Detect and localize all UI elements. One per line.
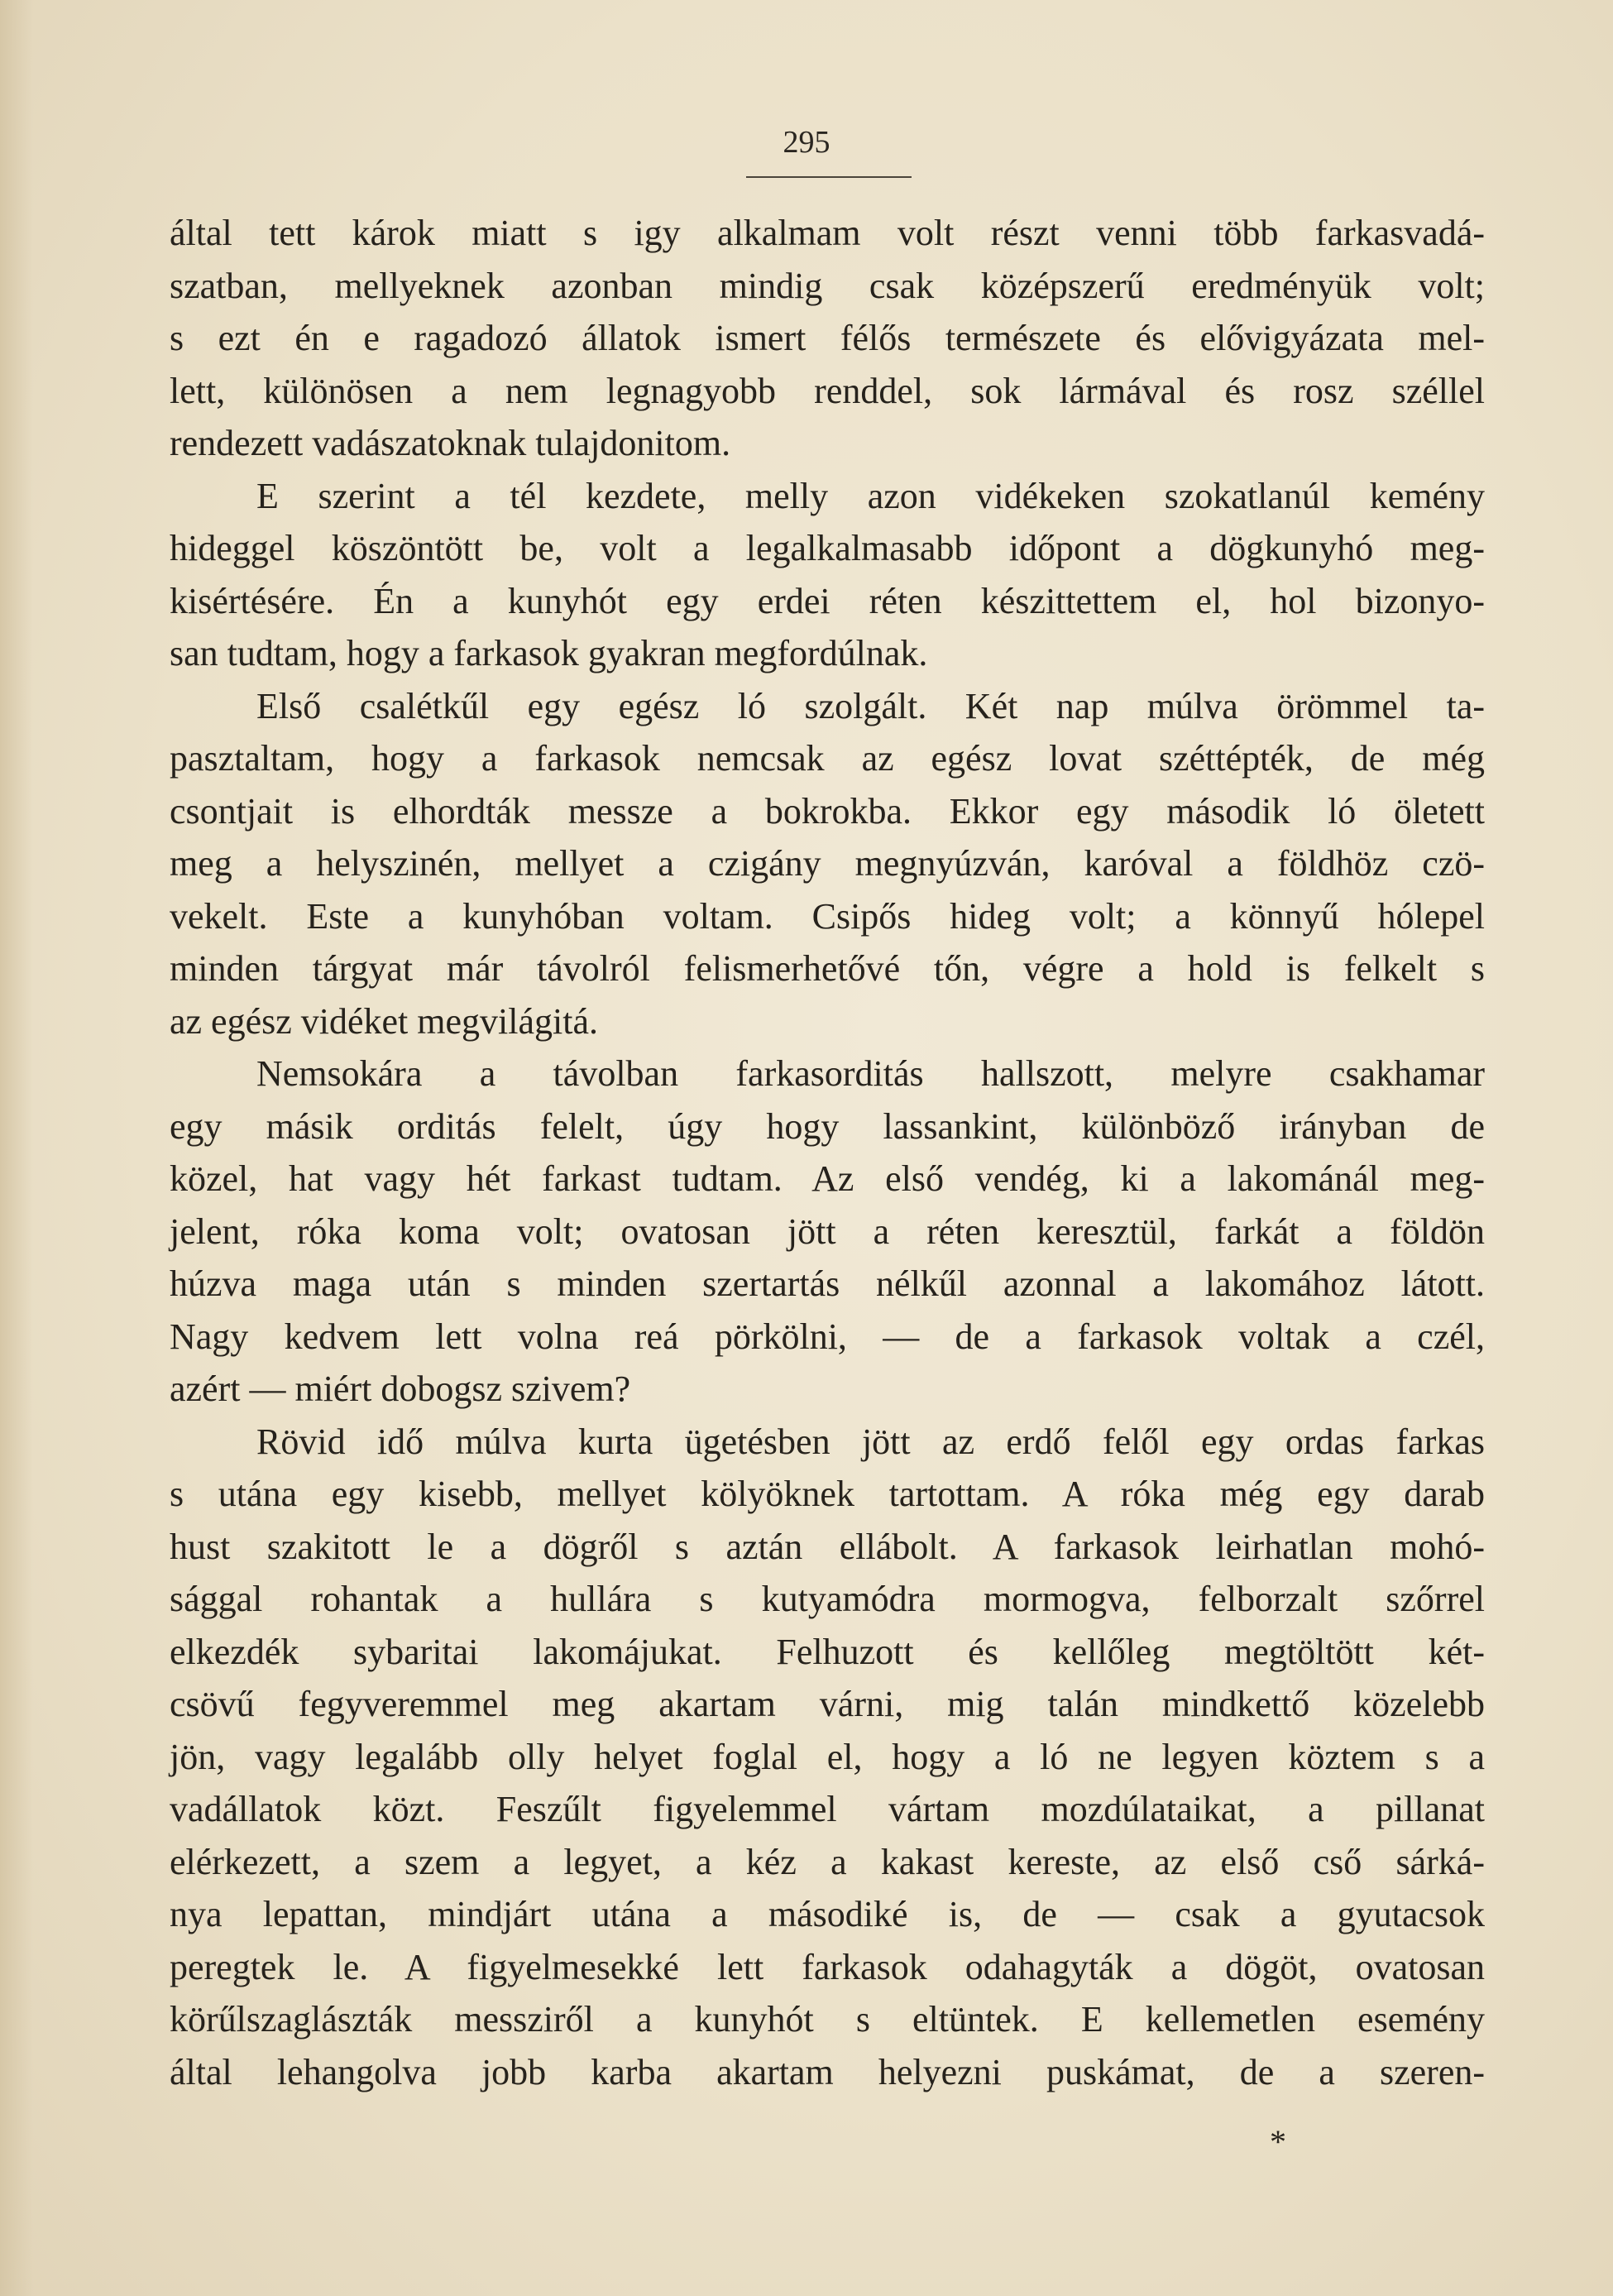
text-line: azért — miért dobogsz szivem?	[170, 1368, 631, 1409]
text-line: körűlszaglászták messziről a kunyhót s eltüntek. E kellemetlen esemény	[170, 1999, 1485, 2040]
text-line: elérkezett, a szem a legyet, a kéz a kakast kereste, az első cső sárká-	[170, 1841, 1485, 1882]
text-line: rendezett vadászatoknak tulajdonitom.	[170, 423, 731, 463]
page-number: 295	[783, 125, 830, 160]
body-text	[170, 207, 1485, 2098]
text-line: jelent, róka koma volt; ovatosan jött a réten keresztül, farkát a földön	[170, 1210, 1485, 1252]
text-line: meg a helyszinén, mellyet a czigány megnyúzván, karóval a földhöz czö-	[170, 843, 1485, 884]
text-line: pasztaltam, hogy a farkasok nemcsak az egész lovat széttépték, de még	[170, 738, 1485, 779]
text-line: san tudtam, hogy a farkasok gyakran megfordúlnak.	[170, 633, 928, 673]
text-line: vekelt. Este a kunyhóban voltam. Csipős hideg volt; a könnyű hólepel	[170, 895, 1485, 937]
signature-mark: *	[1270, 2123, 1286, 2160]
header-rule	[746, 176, 912, 178]
text-line: Nemsokára a távolban farkasorditás hallszott, melyre csakhamar	[256, 1053, 1485, 1094]
text-line: E szerint a tél kezdete, melly azon vidékeken szokatlanúl kemény	[256, 475, 1485, 516]
text-line: minden tárgyat már távolról felismerhetővé tőn, végre a hold is felkelt s	[170, 948, 1485, 989]
text-line: peregtek le. A figyelmesekké lett farkasok odahagyták a dögöt, ovatosan	[170, 1946, 1485, 1987]
text-line: s ezt én e ragadozó állatok ismert félős természete és elővigyázata mel-	[170, 318, 1485, 358]
text-line: közel, hat vagy hét farkast tudtam. Az első vendég, ki a lakománál meg-	[170, 1158, 1485, 1199]
text-line: csövű fegyveremmel meg akartam várni, mig talán mindkettő közelebb	[170, 1684, 1485, 1724]
text-line: Nagy kedvem lett volna reá pörkölni, — de a farkasok voltak a czél,	[170, 1316, 1485, 1357]
text-line: által tett károk miatt s igy alkalmam volt részt venni több farkasvadá-	[170, 213, 1485, 253]
spine-shadow	[0, 0, 33, 2296]
text-line: szatban, mellyeknek azonban mindig csak középszerű eredményük volt;	[170, 265, 1485, 306]
text-line: húzva maga után s minden szertartás nélkűl azonnal a lakomához látott.	[170, 1263, 1485, 1304]
text-line: vadállatok közt. Feszűlt figyelemmel vártam mozdúlataikat, a pillanat	[170, 1789, 1485, 1829]
text-line: elkezdék sybaritai lakomájukat. Felhuzott és kellőleg megtöltött két-	[170, 1631, 1485, 1672]
text-line: sággal rohantak a hullára s kutyamódra mormogva, felborzalt szőrrel	[170, 1579, 1485, 1619]
text-line: hust szakitott le a dögről s aztán ellábolt. A farkasok leirhatlan mohó-	[170, 1526, 1485, 1567]
text-line: lett, különösen a nem legnagyobb renddel, sok lármával és rosz széllel	[170, 370, 1485, 411]
text-line: s utána egy kisebb, mellyet kölyöknek tartottam. A róka még egy darab	[170, 1474, 1485, 1514]
text-line: Rövid idő múlva kurta ügetésben jött az erdő felől egy ordas farkas	[256, 1421, 1485, 1462]
text-line: egy másik orditás felelt, úgy hogy lassankint, különböző irányban de	[170, 1105, 1485, 1147]
text-line: Első csalétkűl egy egész ló szolgált. Két nap múlva örömmel ta-	[256, 685, 1485, 726]
text-line: által lehangolva jobb karba akartam helyezni puskámat, de a szeren-	[170, 2051, 1485, 2092]
text-line: nya lepattan, mindjárt utána a másodiké is, de — csak a gyutacsok	[170, 1894, 1485, 1934]
text-line: kisértésére. Én a kunyhót egy erdei réten készittettem el, hol bizonyo-	[170, 580, 1485, 621]
text-line: az egész vidéket megvilágitá.	[170, 1000, 598, 1042]
text-line: jön, vagy legalább olly helyet foglal el, hogy a ló ne legyen köztem s a	[170, 1736, 1485, 1777]
text-line: csontjait is elhordták messze a bokrokba. Ekkor egy második ló öletett	[170, 790, 1485, 832]
text-line: hideggel köszöntött be, volt a legalkalmasabb időpont a dögkunyhó meg-	[170, 528, 1485, 568]
